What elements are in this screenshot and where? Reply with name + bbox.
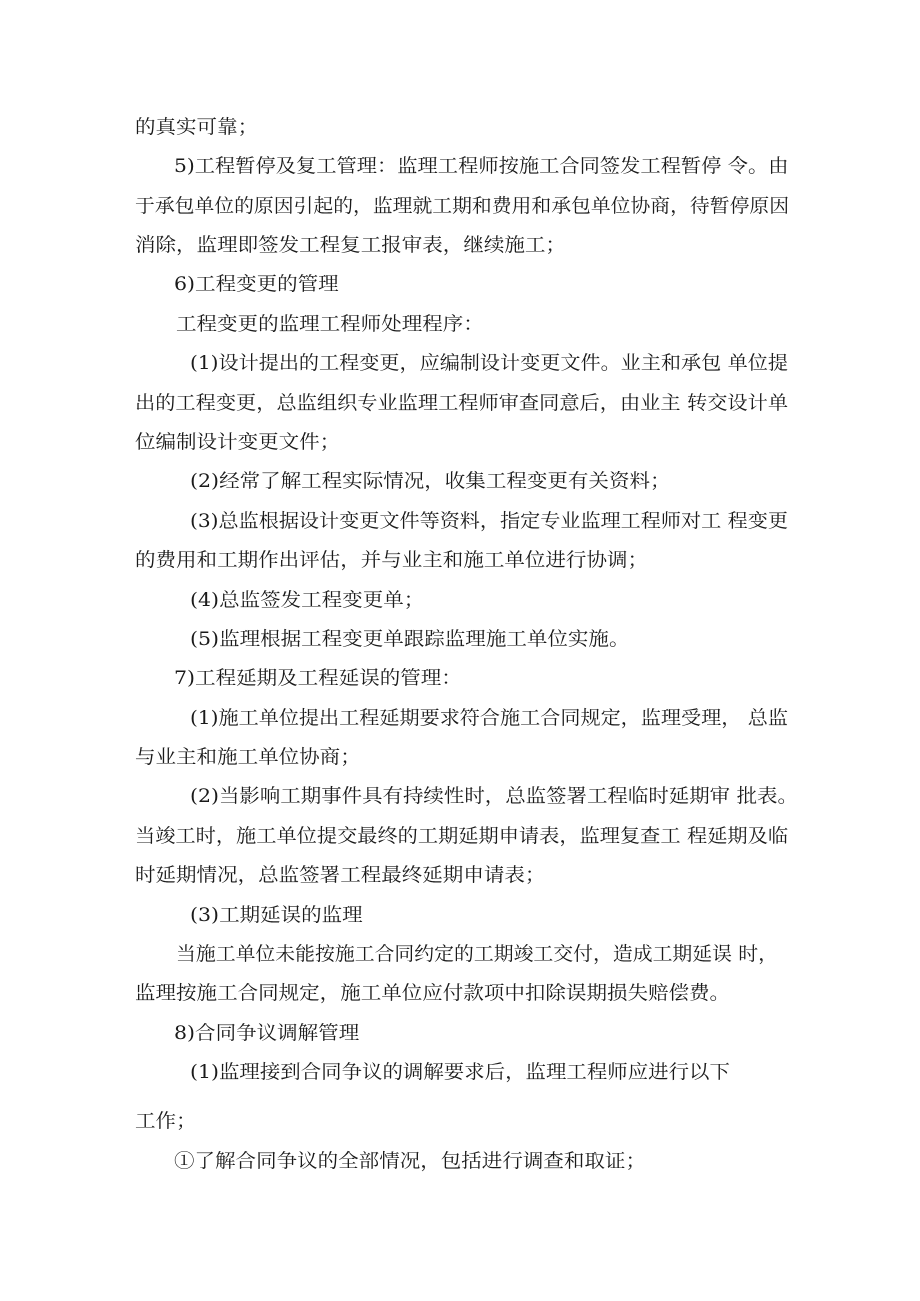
text-line: 工作； [135, 1110, 197, 1132]
section-heading: 7)工程延期及工程延误的管理： [174, 667, 462, 689]
text-line: (5)监理根据工程变更单跟踪监理施工单位实施。 [190, 628, 630, 650]
text-line: (2)当影响工期事件具有持续性时，总监签署工程临时延期审 批表。 [190, 785, 798, 807]
text-line: 的真实可靠； [135, 116, 259, 138]
text-line: (4)总监签发工程变更单； [190, 589, 425, 611]
section-heading: 6)工程变更的管理 [174, 273, 339, 295]
text-line: (1)监理接到合同争议的调解要求后，监理工程师应进行以下 [190, 1061, 730, 1083]
text-line: 当竣工时，施工单位提交最终的工期延期申请表，监理复查工 程延期及临 [135, 825, 789, 847]
text-line: 当施工单位未能按施工合同约定的工期竣工交付，造成工期延误 时， [176, 943, 779, 965]
text-line: 位编制设计变更文件； [135, 431, 341, 453]
text-line: 监理按施工合同规定，施工单位应付款项中扣除误期损失赔偿费。 [135, 982, 731, 1004]
text-line: 的费用和工期作出评估，并与业主和施工单位进行协调； [135, 549, 649, 571]
text-line: (1)设计提出的工程变更，应编制设计变更文件。业主和承包 单位提 [190, 352, 788, 374]
text-line: 出的工程变更，总监组织专业监理工程师审查同意后，由业主 转交设计单 [135, 392, 789, 414]
text-line: (1)施工单位提出工程延期要求符合施工合同规定，监理受理， 总监 [190, 707, 788, 729]
text-line: 于承包单位的原因引起的，监理就工期和费用和承包单位协商，待暂停原因 [135, 195, 790, 217]
text-line: (3)总监根据设计变更文件等资料，指定专业监理工程师对工 程变更 [190, 510, 788, 532]
text-line: 消除，监理即签发工程复工报审表，继续施工； [135, 234, 566, 256]
text-line: 5)工程暂停及复工管理：监理工程师按施工合同签发工程暂停 令。由 [174, 155, 789, 177]
text-line: 工程变更的监理工程师处理程序： [176, 313, 484, 335]
text-line: ①了解合同争议的全部情况，包括进行调查和取证； [174, 1150, 646, 1172]
section-heading: 8)合同争议调解管理 [174, 1022, 360, 1044]
text-line: 时延期情况，总监签署工程最终延期申请表； [135, 864, 546, 886]
text-line: (2)经常了解工程实际情况，收集工程变更有关资料； [190, 470, 671, 492]
text-line: (3)工期延误的监理 [190, 904, 363, 926]
text-line: 与业主和施工单位协商； [135, 746, 361, 768]
